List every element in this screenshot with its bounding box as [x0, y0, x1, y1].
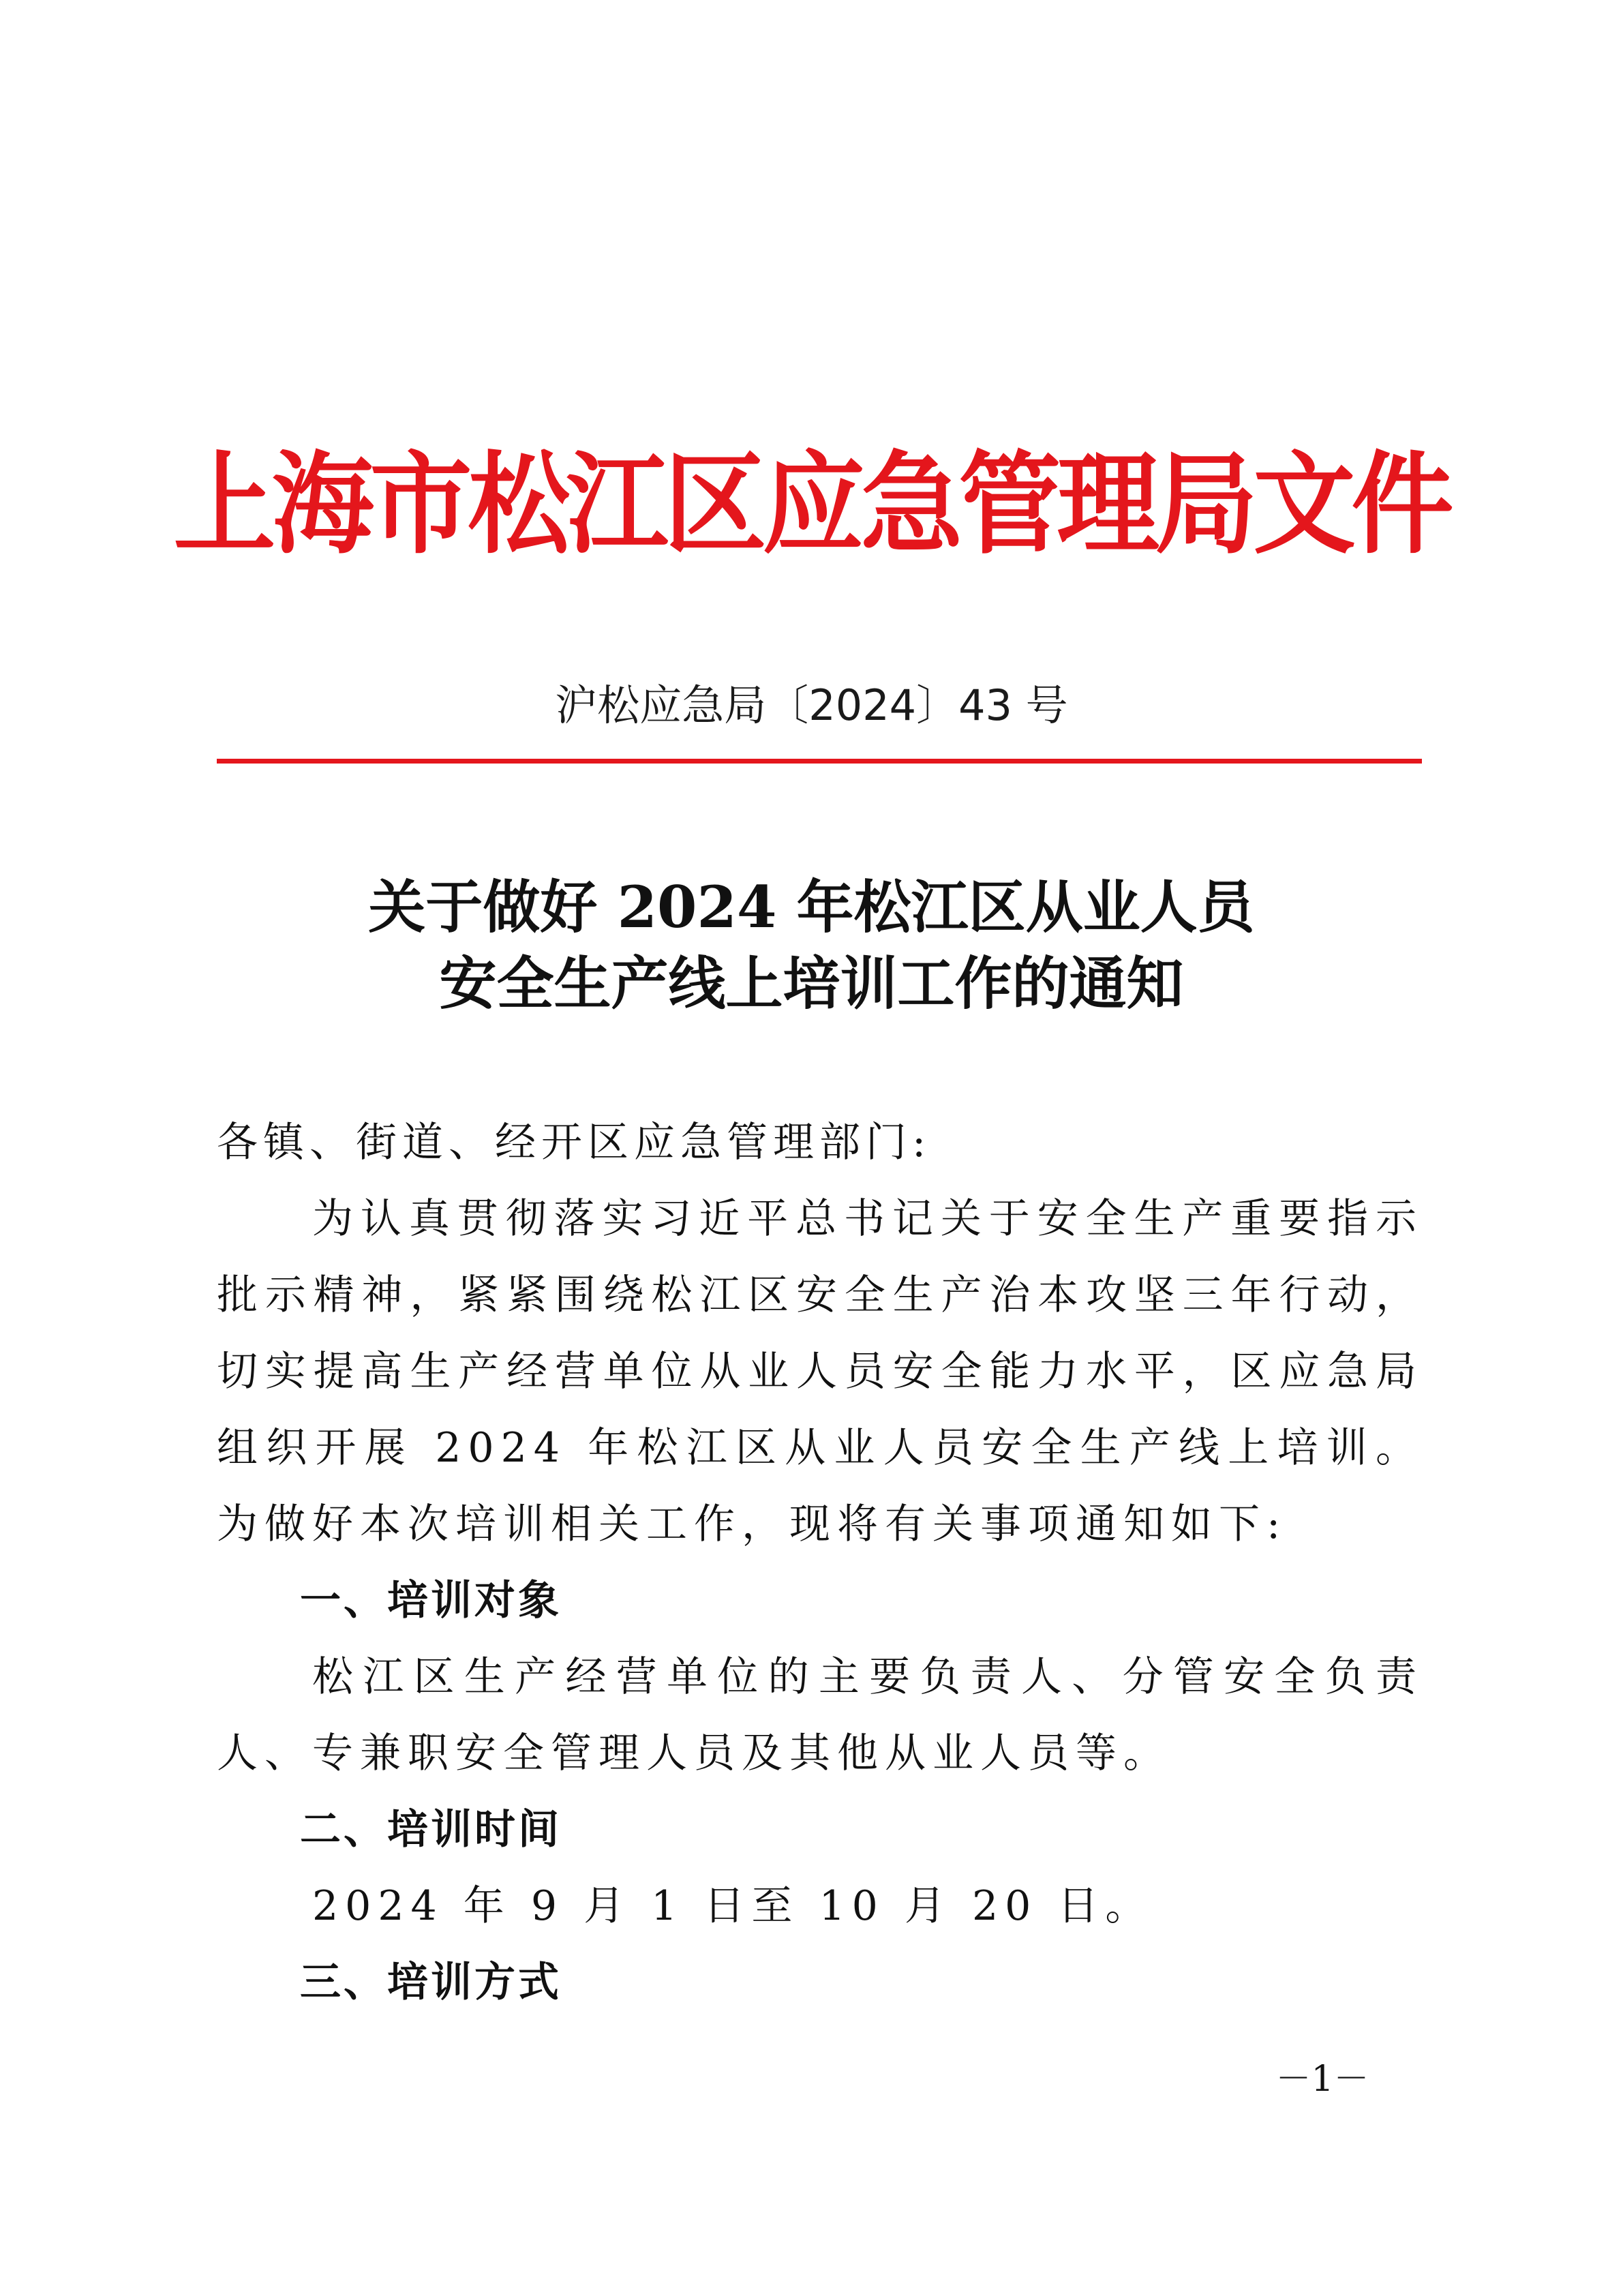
section-heading-1: 一、培训对象	[300, 1577, 562, 1625]
section-text-1: 松江区生产经营单位的主要负责人、分管安全负责人、专兼职安全管理人员及其他从业人员等。	[217, 1653, 1423, 1777]
masthead-title: 上海市松江区应急管理局文件	[173, 439, 1450, 570]
section-text-2: 2024 年 9 月 1 日至 10 月 20 日。	[312, 1882, 1153, 1930]
red-divider-line	[217, 759, 1422, 764]
page-number: －1－	[1275, 2059, 1369, 2100]
intro-paragraph: 为认真贯彻落实习近平总书记关于安全生产重要指示批示精神，紧紧围绕松江区安全生产治本攻坚三年行动，切实提高生产经营单位从业人员安全能力水平，区应急局组织开展 2024 年松江区从业人员安全生产线上培训。为做好本次培训相关工作，现将有关事项通知如下:	[217, 1195, 1423, 1548]
section-heading-3: 三、培训方式	[300, 1959, 562, 2006]
section-heading-2: 二、培训时间	[300, 1806, 562, 1854]
salutation: 各镇、街道、经开区应急管理部门:	[217, 1119, 932, 1166]
document-title	[0, 869, 1623, 1022]
document-number: 沪松应急局〔2024〕43 号	[555, 680, 1068, 730]
title-line-2: 安全生产线上培训工作的通知	[439, 950, 1184, 1017]
title-line-1: 关于做好 2024 年松江区从业人员	[368, 873, 1255, 941]
